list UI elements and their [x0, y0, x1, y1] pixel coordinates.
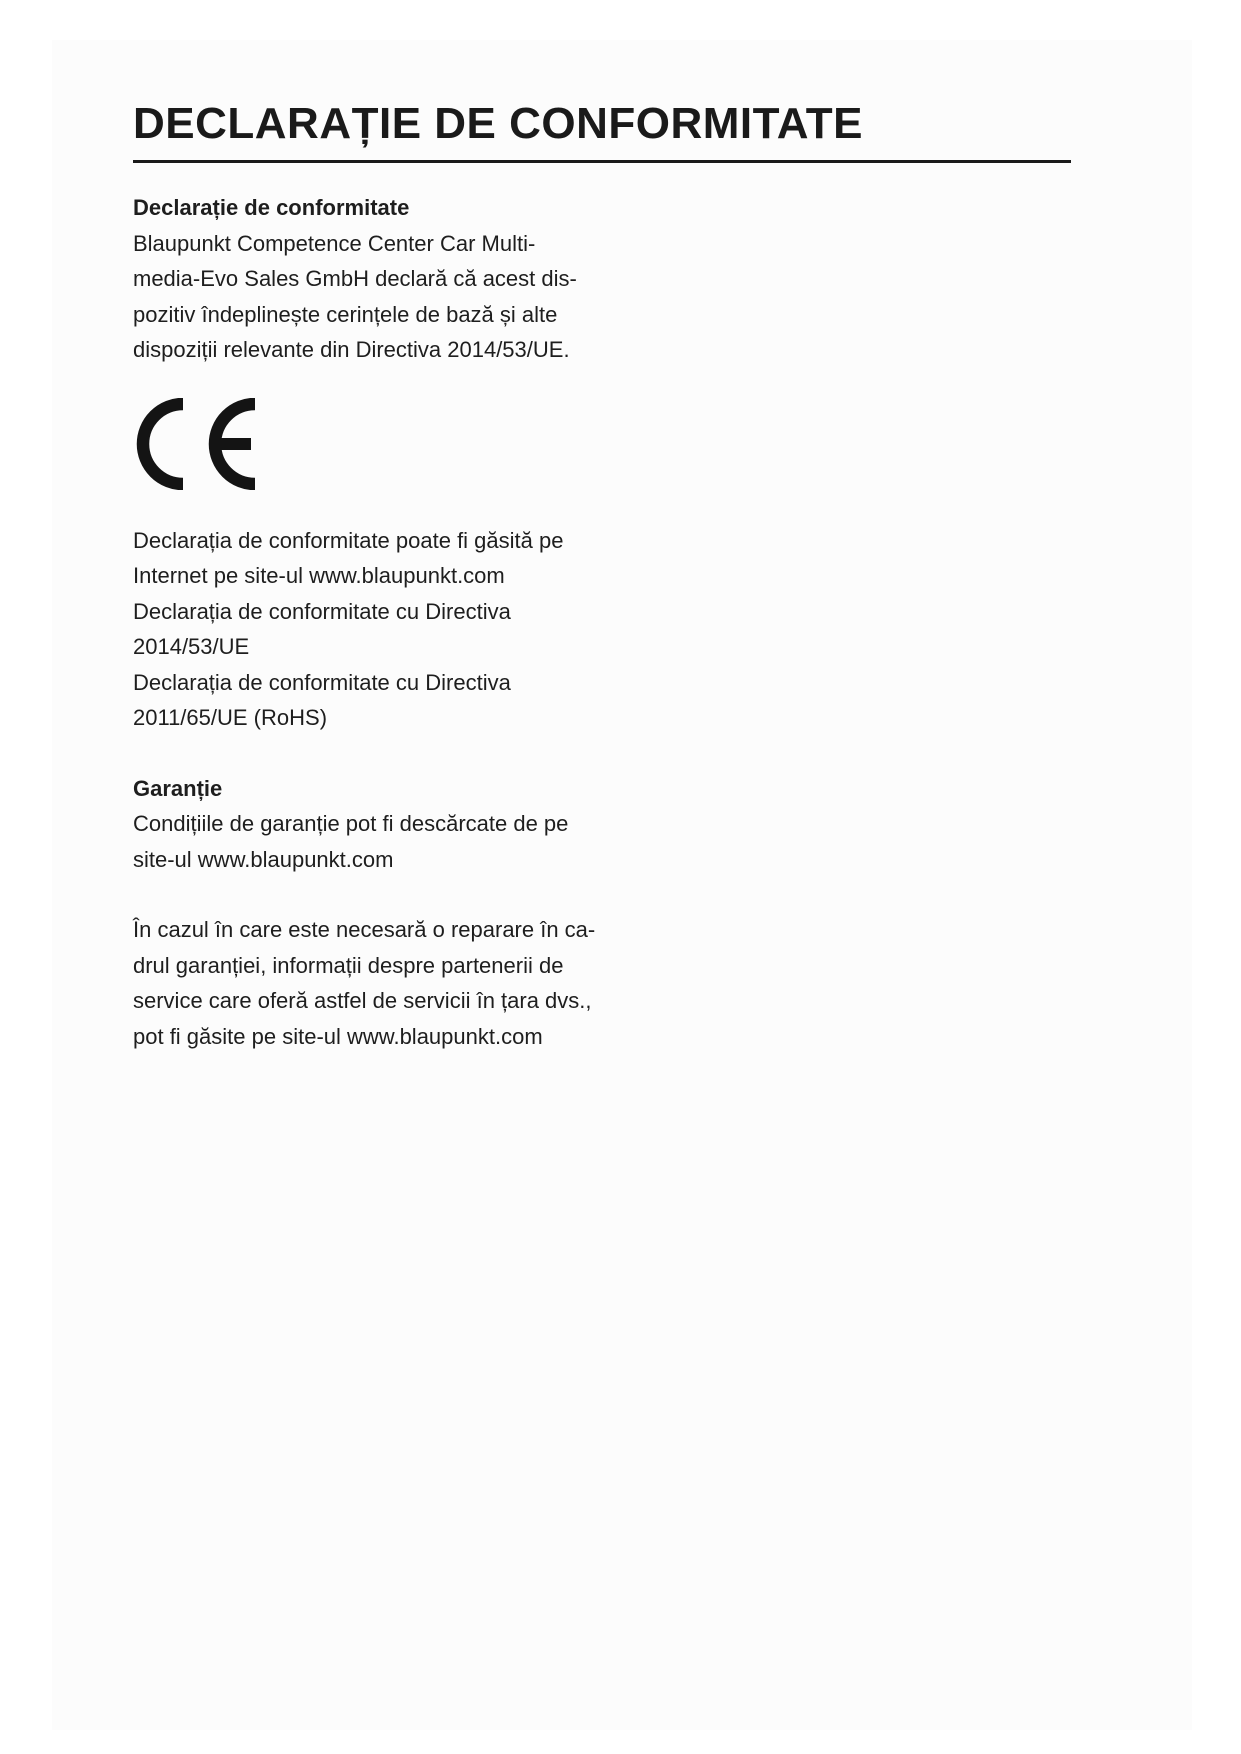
declaration-line: pozitiv îndeplinește cerințele de bază și alte: [133, 301, 558, 327]
spacer: [133, 736, 603, 771]
declaration-line: media-Evo Sales GmbH declară că acest dis-: [133, 266, 577, 291]
warranty-repair-line: service care oferă astfel de servicii în țara dvs.,: [133, 988, 592, 1013]
ce-mark-icon: [133, 398, 261, 490]
warranty-download-line: Condițiile de garanție pot fi descărcate de pe: [133, 811, 569, 836]
conformity-info-line: 2014/53/UE: [133, 634, 250, 659]
conformity-info-line: Declarația de conformitate cu Directiva: [133, 598, 511, 624]
conformity-info-line: Declarația de conformitate poate fi găsită pe: [133, 527, 564, 553]
spacer: [133, 877, 603, 912]
page-title: DECLARAȚIE DE CONFORMITATE: [133, 99, 863, 148]
warranty-download-line: site-ul www.blaupunkt.com: [133, 846, 394, 872]
declaration-line: dispoziții relevante din Directiva 2014/53/UE.: [133, 337, 570, 362]
warranty-repair-line: pot fi găsite pe site-ul www.blaupunkt.com: [133, 1023, 543, 1049]
conformity-info-line: Declarația de conformitate cu Directiva: [133, 669, 511, 695]
conformity-info-line: 2011/65/UE (RoHS): [133, 705, 328, 730]
title-underline: [133, 160, 1071, 163]
warranty-repair-line: În cazul în care este necesară o reparare în ca-: [133, 917, 596, 942]
document-body: [133, 190, 603, 1054]
declaration-heading: Declarație de conformitate: [133, 195, 410, 220]
warranty-heading: Garanție: [133, 775, 223, 801]
conformity-info-paragraph: [133, 523, 603, 736]
conformity-info-line: Internet pe site-ul www.blaupunkt.com: [133, 563, 505, 588]
declaration-line: Blaupunkt Competence Center Car Multi-: [133, 230, 536, 256]
warranty-download-paragraph: [133, 806, 603, 877]
warranty-repair-line: drul garanției, informații despre partenerii de: [133, 952, 564, 978]
declaration-paragraph: [133, 226, 603, 368]
warranty-repair-paragraph: [133, 912, 603, 1054]
